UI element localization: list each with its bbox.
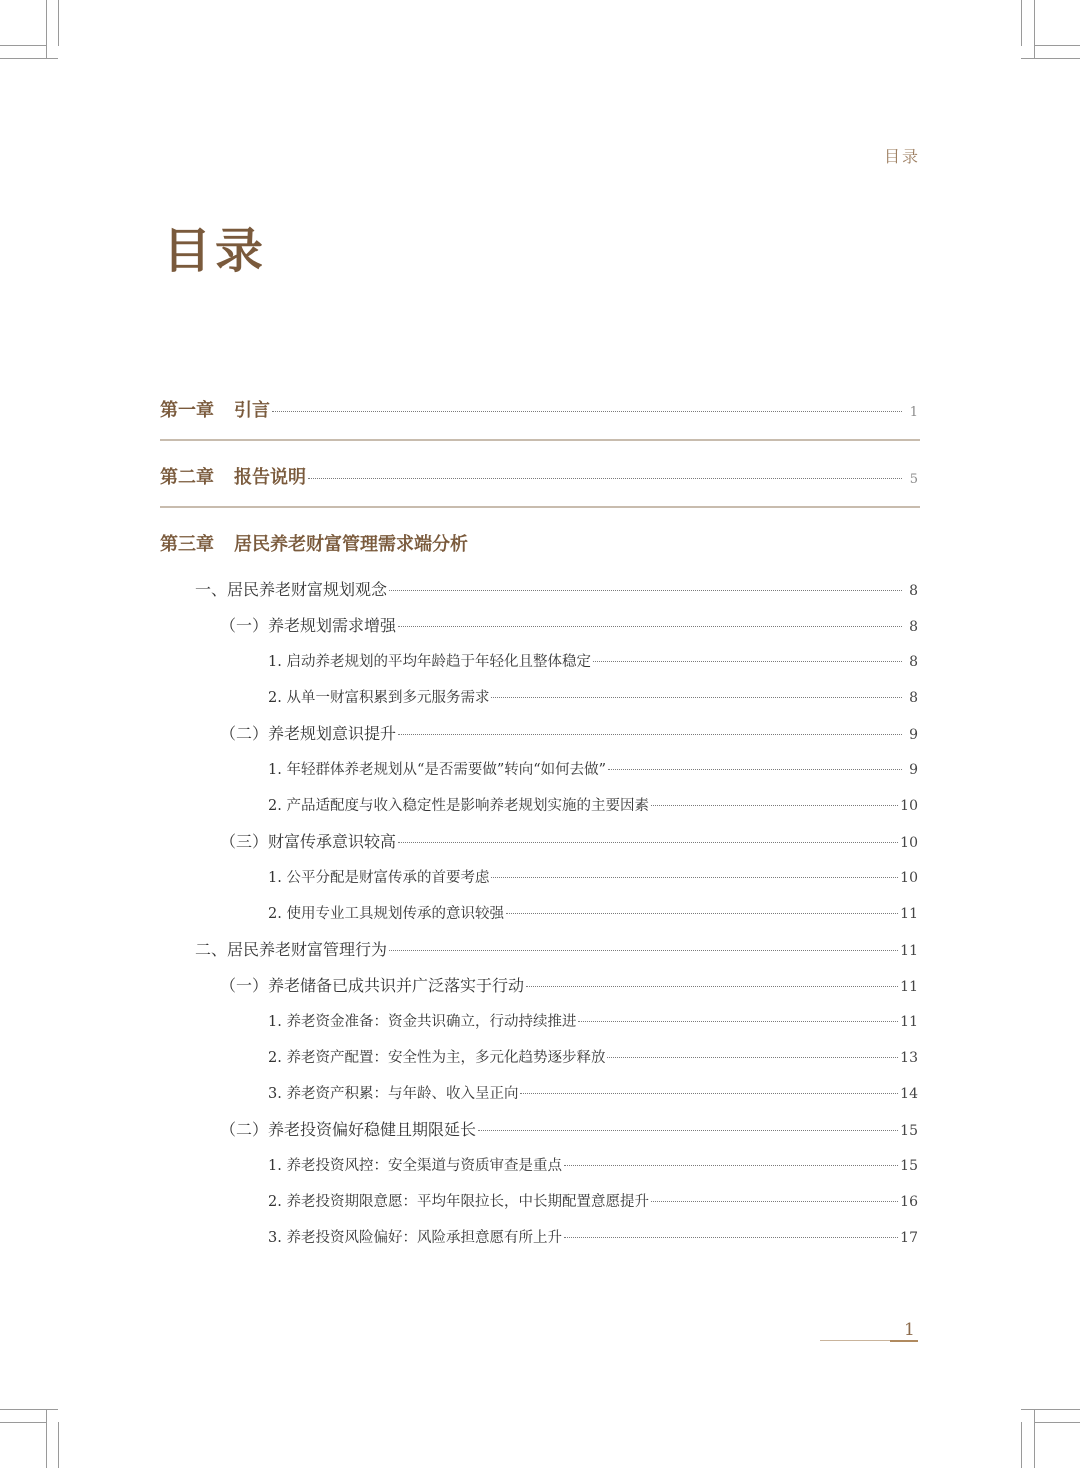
toc-entry[interactable] [195, 937, 918, 960]
entry-title: 2. 养老资产配置：安全性为主，多元化趋势逐步释放 [268, 1050, 606, 1066]
entry-title: （三）财富传承意识较高 [220, 832, 397, 851]
dot-leader [578, 1021, 898, 1022]
toc-entry[interactable] [268, 1010, 918, 1031]
page-ref: 17 [900, 1230, 918, 1246]
entry-title: 1. 养老投资风控：安全渠道与资质审查是重点 [268, 1158, 562, 1174]
crop-mark-top-right [1034, 0, 1035, 58]
chapter-title: 引言 [234, 400, 270, 421]
toc-entry[interactable] [268, 866, 918, 887]
dot-leader [564, 1165, 898, 1166]
page-ref: 8 [909, 619, 918, 635]
toc-entry[interactable] [268, 686, 918, 707]
page-title: 目录 [163, 223, 268, 279]
page-ref: 1 [909, 405, 918, 420]
toc-chapter-3[interactable] [160, 530, 468, 556]
page-ref: 11 [900, 1014, 918, 1030]
toc-entry[interactable] [220, 613, 918, 636]
toc-entry[interactable] [220, 1117, 918, 1140]
page-ref: 8 [909, 654, 918, 670]
entry-title: （二）养老投资偏好稳健且期限延长 [220, 1120, 477, 1139]
toc-entry[interactable] [220, 829, 918, 852]
dot-leader [608, 769, 902, 770]
chapter-number: 第二章 [160, 467, 214, 488]
page-ref: 10 [900, 835, 918, 851]
dot-leader [520, 1093, 898, 1094]
dot-leader [491, 877, 898, 878]
dot-leader [651, 1201, 898, 1202]
page-ref: 8 [909, 583, 918, 599]
toc-chapter-1[interactable] [160, 396, 918, 422]
entry-title: 2. 从单一财富积累到多元服务需求 [268, 690, 490, 706]
crop-mark-top-left [0, 58, 58, 59]
chapter-number: 第一章 [160, 400, 214, 421]
entry-title: 1. 养老资金准备：资金共识确立，行动持续推进 [268, 1014, 577, 1030]
dot-leader [398, 626, 902, 627]
page-ref: 11 [900, 906, 918, 922]
toc-entry[interactable] [220, 973, 918, 996]
crop-mark-top-right [1021, 58, 1080, 59]
chapter-number: 第三章 [160, 534, 214, 555]
entry-title: 2. 养老投资期限意愿：平均年限拉长，中长期配置意愿提升 [268, 1194, 649, 1210]
crop-mark-bottom-left [46, 1409, 47, 1468]
crop-mark-top-left [58, 0, 59, 46]
toc-entry[interactable] [268, 1226, 918, 1247]
dot-leader [526, 986, 898, 987]
entry-title: （一）养老规划需求增强 [220, 616, 397, 635]
toc-entry[interactable] [195, 577, 918, 600]
toc-entry[interactable] [268, 650, 918, 671]
dot-leader [398, 734, 902, 735]
crop-mark-bottom-right [1021, 1409, 1080, 1410]
dot-leader [506, 913, 898, 914]
dot-leader [607, 1057, 898, 1058]
footer-rule-accent [890, 1340, 918, 1342]
entry-title: 一、居民养老财富规划观念 [195, 580, 388, 599]
entry-title: 2. 产品适配度与收入稳定性是影响养老规划实施的主要因素 [268, 798, 649, 814]
page-ref: 9 [909, 762, 918, 778]
toc-entry[interactable] [268, 1046, 918, 1067]
chapter-divider [160, 506, 920, 508]
page-number: 1 [904, 1320, 915, 1340]
crop-mark-bottom-left [0, 1409, 58, 1410]
entry-title: 1. 公平分配是财富传承的首要考虑 [268, 870, 490, 886]
page-ref: 11 [900, 979, 918, 995]
page-ref: 10 [900, 798, 918, 814]
page-ref: 13 [900, 1050, 918, 1066]
entry-title: （二）养老规划意识提升 [220, 724, 397, 743]
crop-mark-top-right [1034, 45, 1080, 46]
crop-mark-bottom-left [0, 1422, 46, 1423]
dot-leader [593, 661, 902, 662]
toc-entry[interactable] [268, 1190, 918, 1211]
toc-entry[interactable] [268, 758, 918, 779]
toc-entry[interactable] [268, 1154, 918, 1175]
chapter-divider [160, 439, 920, 441]
crop-mark-bottom-right [1034, 1409, 1035, 1468]
dot-leader [398, 842, 898, 843]
entry-title: 2. 使用专业工具规划传承的意识较强 [268, 906, 504, 922]
toc-entry[interactable] [220, 721, 918, 744]
dot-leader [308, 478, 902, 479]
crop-mark-bottom-left [58, 1422, 59, 1468]
page-ref: 10 [900, 870, 918, 886]
entry-title: 1. 年轻群体养老规划从“是否需要做”转向“如何去做” [268, 762, 607, 778]
toc-entry[interactable] [268, 1082, 918, 1103]
toc-chapter-2[interactable] [160, 463, 918, 489]
chapter-title: 居民养老财富管理需求端分析 [234, 534, 468, 555]
dot-leader [478, 1130, 898, 1131]
crop-mark-top-left [46, 0, 47, 58]
dot-leader [564, 1237, 898, 1238]
dot-leader [651, 805, 898, 806]
page-ref: 11 [900, 943, 918, 959]
running-header: 目录 [883, 147, 920, 166]
entry-title: 3. 养老投资风险偏好：风险承担意愿有所上升 [268, 1230, 562, 1246]
page-ref: 5 [909, 472, 918, 487]
page-ref: 9 [909, 727, 918, 743]
page-ref: 15 [900, 1123, 918, 1139]
dot-leader [389, 950, 898, 951]
crop-mark-top-right [1021, 0, 1022, 46]
entry-title: （一）养老储备已成共识并广泛落实于行动 [220, 976, 525, 995]
dot-leader [389, 590, 902, 591]
crop-mark-bottom-right [1034, 1422, 1080, 1423]
toc-entry[interactable] [268, 902, 918, 923]
page-ref: 15 [900, 1158, 918, 1174]
toc-entry[interactable] [268, 794, 918, 815]
entry-title: 1. 启动养老规划的平均年龄趋于年轻化且整体稳定 [268, 654, 591, 670]
crop-mark-top-left [0, 45, 46, 46]
entry-title: 二、居民养老财富管理行为 [195, 940, 388, 959]
dot-leader [491, 697, 902, 698]
page-ref: 16 [900, 1194, 918, 1210]
page-ref: 14 [900, 1086, 918, 1102]
dot-leader [272, 411, 902, 412]
chapter-title: 报告说明 [234, 467, 306, 488]
entry-title: 3. 养老资产积累：与年龄、收入呈正向 [268, 1086, 519, 1102]
page-ref: 8 [909, 690, 918, 706]
crop-mark-bottom-right [1021, 1422, 1022, 1468]
